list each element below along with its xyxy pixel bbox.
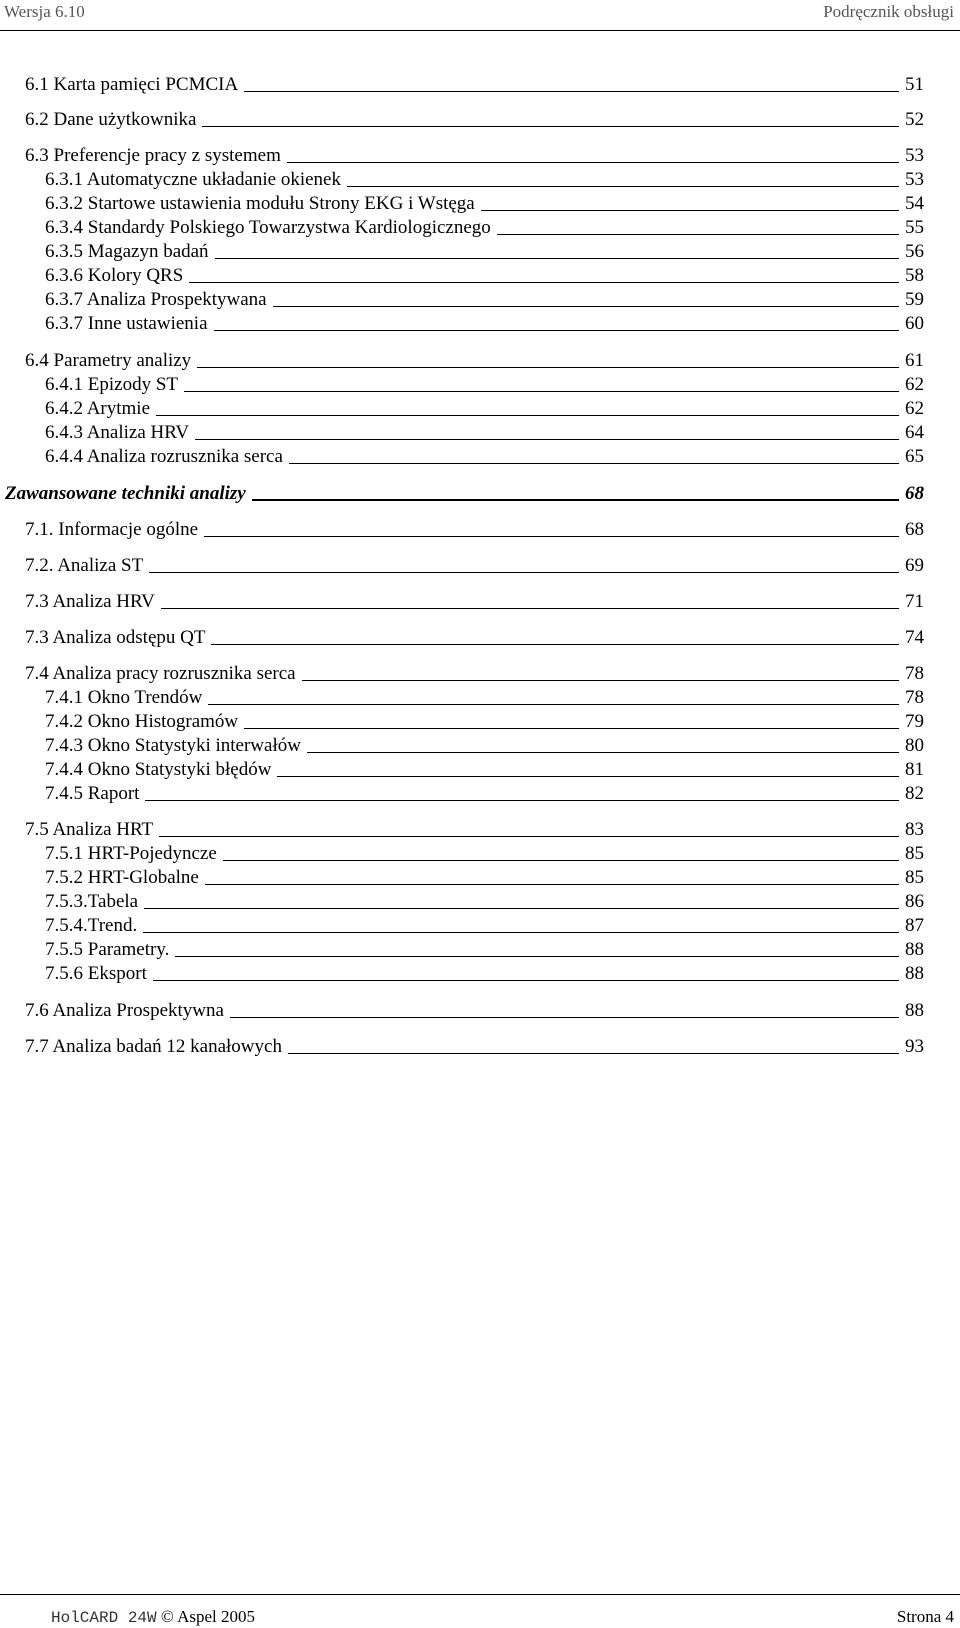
- toc-entry[interactable]: [45, 313, 924, 335]
- toc-entry[interactable]: [25, 74, 924, 96]
- toc-entry-page: 81: [905, 759, 924, 780]
- toc-entry[interactable]: [45, 169, 924, 191]
- toc-entry-page: 69: [905, 555, 924, 576]
- toc-entry[interactable]: [45, 891, 924, 913]
- toc-leader: [307, 752, 899, 753]
- toc-entry-page: 52: [905, 109, 924, 130]
- toc-entry-title: 7.4.4 Okno Statystyki błędów: [45, 759, 272, 780]
- toc-entry-page: 86: [905, 891, 924, 912]
- toc-entry-page: 74: [905, 627, 924, 648]
- toc-entry-title: 7.4.5 Raport: [45, 783, 140, 804]
- toc-entry-title: 6.3.7 Inne ustawienia: [45, 313, 208, 334]
- copyright-text: © Aspel 2005: [160, 1607, 256, 1626]
- toc-entry[interactable]: [25, 350, 924, 372]
- toc-entry-title: 7.5.4.Trend.: [45, 915, 138, 936]
- toc-entry-page: 93: [905, 1036, 924, 1057]
- toc-entry-page: 71: [905, 591, 924, 612]
- toc-entry-page: 68: [905, 483, 924, 504]
- toc-entry[interactable]: [45, 374, 924, 396]
- toc-leader: [144, 908, 899, 909]
- toc-entry[interactable]: [45, 241, 924, 263]
- toc-entry-title: 7.5.3.Tabela: [45, 891, 139, 912]
- toc-leader: [214, 330, 899, 331]
- toc-entry[interactable]: [45, 446, 924, 468]
- toc-leader: [184, 391, 899, 392]
- toc-entry-page: 61: [905, 350, 924, 371]
- page-number: Strona 4: [896, 1607, 954, 1626]
- toc-leader: [149, 572, 899, 573]
- toc-entry[interactable]: [25, 819, 924, 841]
- toc-entry-page: 62: [905, 374, 924, 395]
- toc-entry-title: 6.3.4 Standardy Polskiego Towarzystwa Kardiologicznego: [45, 217, 491, 238]
- toc-entry[interactable]: [45, 939, 924, 961]
- toc-entry[interactable]: [25, 1000, 924, 1022]
- toc-entry[interactable]: [45, 193, 924, 215]
- toc-entry-page: 78: [905, 687, 924, 708]
- toc-entry[interactable]: [45, 711, 924, 733]
- toc-entry-page: 82: [905, 783, 924, 804]
- toc-entry[interactable]: [25, 1036, 924, 1058]
- toc-entry-page: 55: [905, 217, 924, 238]
- toc-leader: [175, 956, 899, 957]
- toc-leader: [244, 728, 899, 729]
- toc-leader: [159, 836, 899, 837]
- toc-entry-page: 65: [905, 446, 924, 467]
- toc-entry[interactable]: [45, 759, 924, 781]
- toc-leader: [204, 536, 899, 537]
- toc-leader: [223, 860, 899, 861]
- toc-entry-page: 80: [905, 735, 924, 756]
- toc-entry[interactable]: [45, 783, 924, 805]
- toc-entry[interactable]: [45, 289, 924, 311]
- toc-leader: [153, 980, 899, 981]
- toc-entry-title: 7.5.5 Parametry.: [45, 939, 170, 960]
- toc-entry[interactable]: [45, 687, 924, 709]
- toc-entry[interactable]: [45, 867, 924, 889]
- toc-entry-page: 53: [905, 169, 924, 190]
- toc-entry-title: 6.3.1 Automatyczne układanie okienek: [45, 169, 341, 190]
- toc-entry-title: 6.4.2 Arytmie: [45, 398, 151, 419]
- toc-entry-title: 6.4.1 Epizody ST: [45, 374, 178, 395]
- toc-entry-title: 7.4.3 Okno Statystyki interwałów: [45, 735, 301, 756]
- toc-entry[interactable]: [25, 145, 924, 167]
- toc-leader: [195, 439, 899, 440]
- toc-entry-title: 7.7 Analiza badań 12 kanałowych: [25, 1036, 282, 1057]
- toc-entry-title: 6.3.7 Analiza Prospektywana: [45, 289, 267, 310]
- toc-entry-page: 51: [905, 74, 924, 95]
- toc-entry[interactable]: [45, 217, 924, 239]
- toc-entry[interactable]: [25, 591, 924, 613]
- toc-entry[interactable]: [25, 109, 924, 131]
- page-footer: [0, 1594, 960, 1625]
- toc-entry[interactable]: [45, 843, 924, 865]
- toc-entry-title: 7.3 Analiza HRV: [25, 591, 155, 612]
- toc-entry-page: 60: [905, 313, 924, 334]
- toc-entry[interactable]: [45, 963, 924, 985]
- toc-entry-page: 78: [905, 663, 924, 684]
- toc-entry-page: 58: [905, 265, 924, 286]
- toc-entry-title: 7.3 Analiza odstępu QT: [25, 627, 206, 648]
- toc-entry[interactable]: [45, 735, 924, 757]
- toc-leader: [288, 1053, 899, 1054]
- toc-entry-page: 56: [905, 241, 924, 262]
- toc-chapter-entry[interactable]: [5, 483, 924, 505]
- toc-leader: [252, 499, 899, 501]
- toc-entry[interactable]: [25, 519, 924, 541]
- toc-entry-title: 7.5.1 HRT-Pojedyncze: [45, 843, 217, 864]
- toc-leader: [197, 367, 899, 368]
- toc-entry-title: 6.3.6 Kolory QRS: [45, 265, 184, 286]
- toc-entry-page: 54: [905, 193, 924, 214]
- toc-entry-title: 7.5.6 Eksport: [45, 963, 147, 984]
- toc-entry-title: 7.6 Analiza Prospektywna: [25, 1000, 224, 1021]
- toc-leader: [189, 282, 899, 283]
- toc-entry-page: 62: [905, 398, 924, 419]
- toc-entry-page: 64: [905, 422, 924, 443]
- toc-entry-title: 6.3 Preferencje pracy z systemem: [25, 145, 281, 166]
- toc-entry[interactable]: [45, 422, 924, 444]
- toc-entry-page: 68: [905, 519, 924, 540]
- toc-leader: [205, 884, 899, 885]
- toc-leader: [497, 234, 899, 235]
- toc-entry-page: 88: [905, 939, 924, 960]
- toc-entry-title: 7.4.2 Okno Histogramów: [45, 711, 239, 732]
- toc-leader: [302, 680, 899, 681]
- toc-entry[interactable]: [25, 627, 924, 649]
- toc-leader: [273, 306, 899, 307]
- toc-entry-title: 7.4.1 Okno Trendów: [45, 687, 203, 708]
- toc-leader: [215, 258, 899, 259]
- toc-entry-page: 59: [905, 289, 924, 310]
- toc-entry-title: 7.1. Informacje ogólne: [25, 519, 199, 540]
- toc-leader: [289, 463, 899, 464]
- toc-entry[interactable]: [45, 265, 924, 287]
- toc-entry[interactable]: [45, 398, 924, 420]
- toc-leader: [277, 776, 899, 777]
- toc-entry-page: 83: [905, 819, 924, 840]
- toc-entry-title: 6.1 Karta pamięci PCMCIA: [25, 74, 239, 95]
- footer-credits: [51, 1607, 255, 1627]
- toc-entry-title: 6.2 Dane użytkownika: [25, 109, 197, 130]
- version-label: Wersja 6.10: [4, 2, 85, 21]
- toc-entry-title: 7.5 Analiza HRT: [25, 819, 154, 840]
- toc-leader: [143, 932, 899, 933]
- toc-entry[interactable]: [25, 555, 924, 577]
- toc-leader: [230, 1017, 899, 1018]
- toc-leader: [481, 210, 899, 211]
- toc-entry-page: 85: [905, 843, 924, 864]
- toc-leader: [208, 704, 899, 705]
- toc-entry-page: 85: [905, 867, 924, 888]
- toc-entry-title: Zawansowane techniki analizy: [5, 483, 246, 504]
- product-name: HolCARD 24W: [51, 1609, 157, 1627]
- toc-leader: [244, 91, 899, 92]
- toc-entry-title: 6.4.3 Analiza HRV: [45, 422, 190, 443]
- toc-entry-title: 7.2. Analiza ST: [25, 555, 144, 576]
- toc-entry-title: 6.3.5 Magazyn badań: [45, 241, 209, 262]
- toc-entry-page: 53: [905, 145, 924, 166]
- toc-entry-title: 6.4 Parametry analizy: [25, 350, 192, 371]
- toc-entry-title: 6.4.4 Analiza rozrusznika serca: [45, 446, 283, 467]
- toc-leader: [202, 126, 899, 127]
- toc-entry-title: 6.3.2 Startowe ustawienia modułu Strony EKG i Wstęga: [45, 193, 475, 214]
- manual-title: Podręcznik obsługi: [823, 2, 954, 21]
- toc-leader: [156, 415, 899, 416]
- toc-leader: [161, 608, 899, 609]
- toc-leader: [347, 186, 899, 187]
- toc-entry[interactable]: [25, 663, 924, 685]
- toc-leader: [145, 800, 899, 801]
- toc-entry-page: 88: [905, 963, 924, 984]
- toc-entry-title: 7.4 Analiza pracy rozrusznika serca: [25, 663, 296, 684]
- toc-leader: [211, 644, 899, 645]
- toc-entry-page: 79: [905, 711, 924, 732]
- toc-entry-page: 88: [905, 1000, 924, 1021]
- toc-entry-page: 87: [905, 915, 924, 936]
- toc-leader: [287, 162, 899, 163]
- toc-entry[interactable]: [45, 915, 924, 937]
- toc-entry-title: 7.5.2 HRT-Globalne: [45, 867, 199, 888]
